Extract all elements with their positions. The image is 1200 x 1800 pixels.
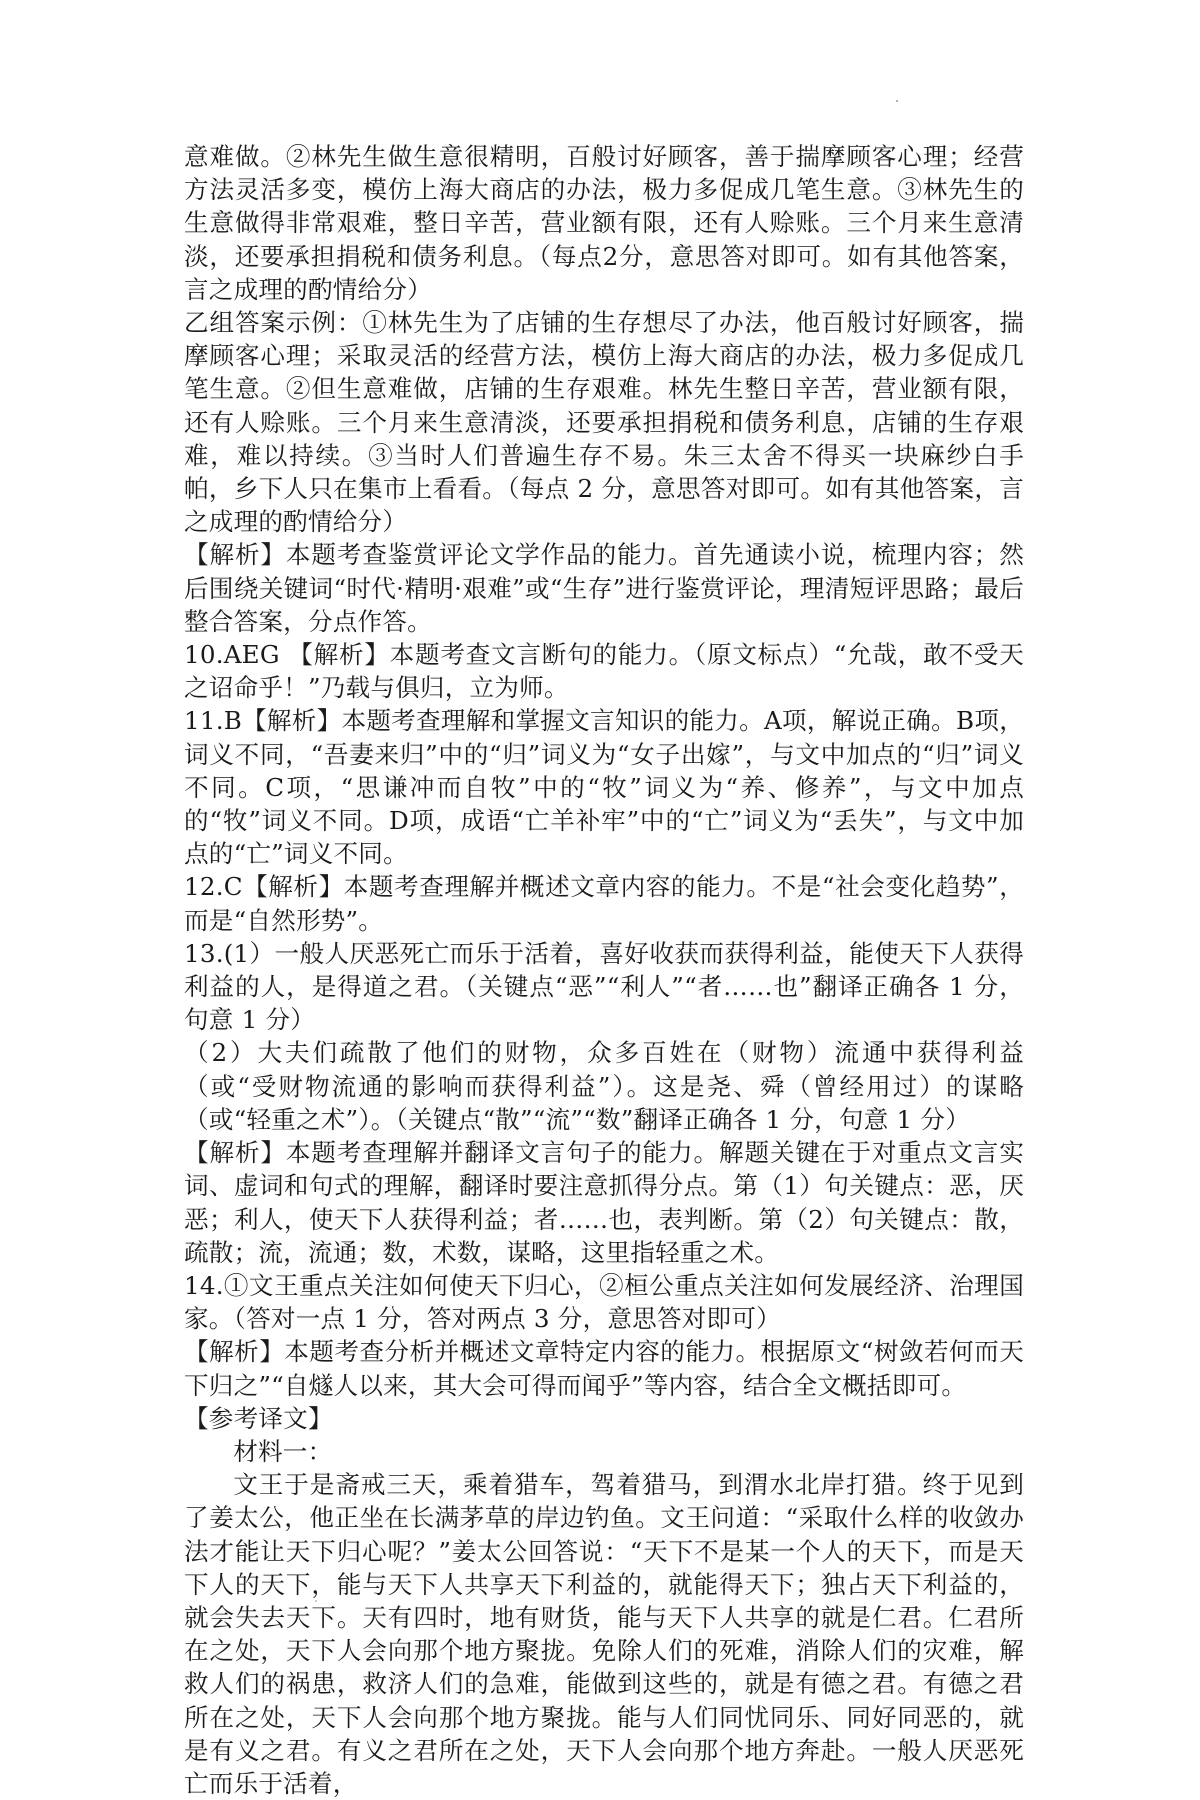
scan-speck — [315, 1600, 317, 1602]
paragraph-analysis-9: 【解析】本题考查鉴赏评论文学作品的能力。首先通读小说，梳理内容；然后围绕关键词“时代·精明·艰难”或“生存”进行鉴赏评论，理清短评思路；最后整合答案，分点作答。 — [184, 540, 1024, 636]
scan-speck — [896, 100, 898, 102]
paragraph-answer-continuation: 意难做。②林先生做生意很精明，百般讨好顾客，善于揣摩顾客心理；经营方法灵活多变，模仿上海大商店的办法，极力多促成几笔生意。③林先生的生意做得非常艰难，整日辛苦，营业额有限，还有人赊账。三个月来生意清淡，还要承担捐税和债务利息。（每点2分，意思答对即可。如有其他答案，言之成理的酌情给分） — [184, 142, 1024, 304]
paragraph-analysis-14: 【解析】本题考查分析并概述文章特定内容的能力。根据原文“树敛若何而天下归之”“自燧人以来，其大会可得而闻乎”等内容，结合全文概括即可。 — [184, 1337, 1024, 1400]
paragraph-question-11: 11.B【解析】本题考查理解和掌握文言知识的能力。A项，解说正确。B项，词义不同，“吾妻来归”中的“归”词义为“女子出嫁”，与文中加点的“归”词义不同。C项，“思谦冲而自牧”中的“牧”词义为“养、修养”，与文中加点的“牧”词义不同。D项，成语“亡羊补牢”中的“亡”词义为“丢失”，与文中加点的“亡”词义不同。 — [184, 706, 1024, 869]
document-page — [184, 140, 1024, 1800]
paragraph-translation-body: 文王于是斋戒三天，乘着猎车，驾着猎马，到渭水北岸打猎。终于见到了姜太公，他正坐在长满茅草的岸边钓鱼。文王问道：“采取什么样的收敛办法才能让天下归心呢？”姜太公回答说：“天下不是某一个人的天下，而是天下人的天下，能与天下人共享天下利益的，就能得天下；独占天下利益的，就会失去天下。天有四时，地有财货，能与天下人共享的就是仁君。仁君所在之处，天下人会向那个地方聚拢。免除人们的死难，消除人们的灾难，解救人们的祸患，救济人们的急难，能做到这些的，就是有德之君。有德之君所在之处，天下人会向那个地方聚拢。能与人们同忧同乐、同好同恶的，就是有义之君。有义之君所在之处，天下人会向那个地方奔赴。一般人厌恶死亡而乐于活着， — [184, 1470, 1024, 1798]
heading-reference-translation: 【参考译文】 — [184, 1403, 333, 1433]
paragraph-question-13-1: 13.(1）一般人厌恶死亡而乐于活着，喜好收获而获得利益，能使天下人获得利益的人，是得道之君。（关键点“恶”“利人”“者……也”翻译正确各 1 分，句意 1 分） — [184, 938, 1024, 1035]
paragraph-question-10: 10.AEG 【解析】本题考查文言断句的能力。（原文标点）“允哉，敢不受天之诏命乎！”乃载与俱归，立为师。 — [184, 640, 1024, 703]
paragraph-group-b-answer: 乙组答案示例：①林先生为了店铺的生存想尽了办法，他百般讨好顾客，揣摩顾客心理；采取灵活的经营方法，模仿上海大商店的办法，极力多促成几笔生意。②但生意难做，店铺的生存艰难。林先生整日辛苦，营业额有限，还有人赊账。三个月来生意清淡，还要承担捐税和债务利息，店铺的生存艰难，难以持续。③当时人们普遍生存不易。朱三太舍不得买一块麻纱白手帕，乡下人只在集市上看看。（每点 2 分，意思答对即可。如有其他答案，言之成理的酌情给分） — [184, 308, 1024, 537]
paragraph-question-13-2: （2）大夫们疏散了他们的财物，众多百姓在（财物）流通中获得利益（或“受财物流通的影响而获得利益”）。这是尧、舜（曾经用过）的谋略（或“轻重之术”）。（关键点“散”“流”“数”翻译正确各 1 分，句意 1 分） — [184, 1038, 1024, 1134]
paragraph-question-12: 12.C【解析】本题考查理解并概述文章内容的能力。不是“社会变化趋势”，而是“自然形势”。 — [184, 872, 1024, 935]
paragraph-analysis-13: 【解析】本题考查理解并翻译文言句子的能力。解题关键在于对重点文言实词、虚词和句式的理解，翻译时要注意抓得分点。第（1）句关键点：恶，厌恶；利人，使天下人获得利益；者……也，表判断。第（2）句关键点：散，疏散；流，流通；数，术数，谋略，这里指轻重之术。 — [184, 1138, 1024, 1267]
paragraph-question-14: 14.①文王重点关注如何使天下归心，②桓公重点关注如何发展经济、治理国家。（答对一点 1 分，答对两点 3 分，意思答对即可） — [184, 1270, 1024, 1334]
heading-material-one: 材料一： — [233, 1436, 333, 1466]
